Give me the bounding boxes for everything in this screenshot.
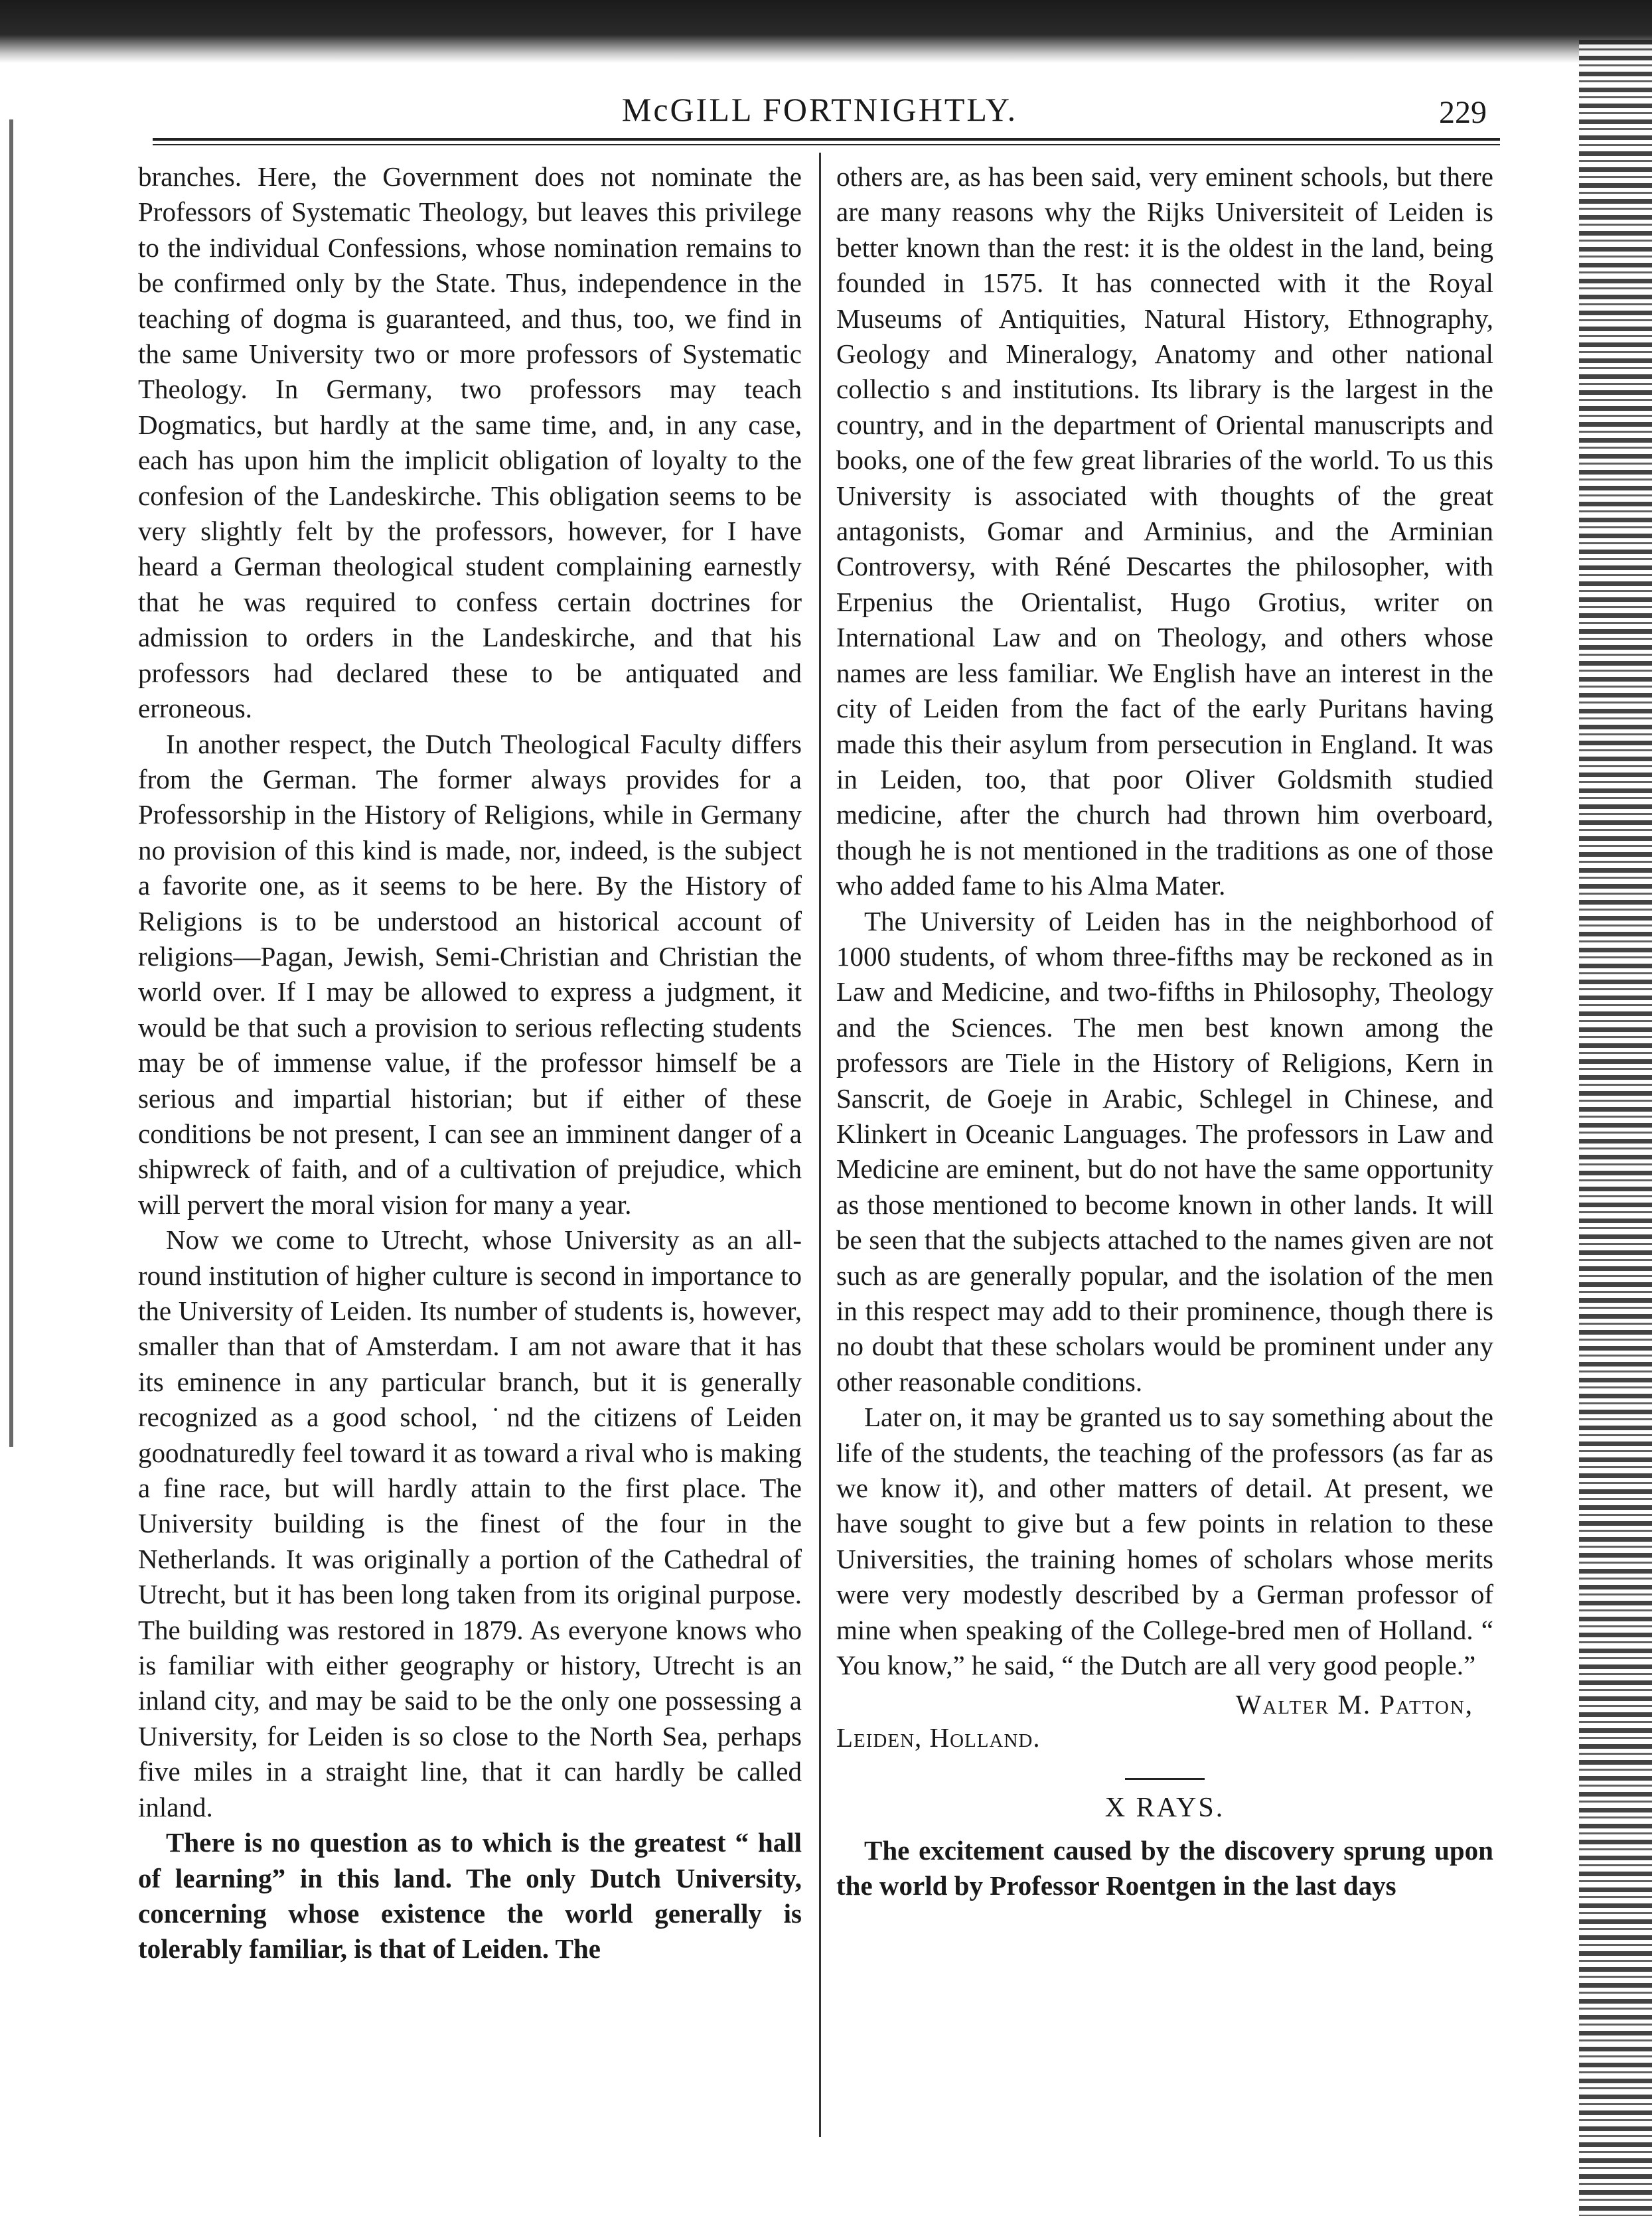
left-column xyxy=(138,159,802,1967)
column-divider xyxy=(819,153,821,2137)
author-signature: Walter M. Patton, xyxy=(1235,1689,1473,1720)
scanned-page-top-edge xyxy=(0,0,1652,63)
paragraph: There is no question as to which is the greatest “ hall of learning” in this land. The only Dutch University, concerning whose existence the world generally is tolerably familiar, is that of Leiden. The xyxy=(138,1827,802,1964)
paragraph: Now we come to Utrecht, whose University as an all-round institution of higher culture is second in importance to the University of Leiden. Its number of students is, however, smaller than that of Amsterdam. I am not aware that it has its eminence in any particular branch, but it is generally recognized as a good school, ˙nd the citizens of Leiden goodnaturedly feel toward it as toward a rival who is making a fine race, but will hardly attain to the first place. The University building is the finest of the four in the Netherlands. It was originally a portion of the Cathedral of Utrecht, but it has been long taken from its original purpose. The building was restored in 1879. As everyone knows who is familiar with either geography or history, Utrecht is an inland city, and may be said to be the only one possessing a University, for Leiden is so close to the North Sea, perhaps five miles in a straight line, that it can hardly be called inland. xyxy=(138,1224,802,1822)
paragraph: The University of Leiden has in the neighborhood of 1000 students, of whom three-fifths may be reckoned as in Law and Medicine, and two-fifths in Philosophy, Theology and the Sciences. The men best known among the professors are Tiele in the History of Religions, Kern in Sanscrit, de Goeje in Arabic, Schlegel in Chinese, and Klinkert in Oceanic Languages. The professors in Law and Medicine are eminent, but do not have the same opportunity as those mentioned to become known in other lands. It will be seen that the subjects attached to the names given are not such as are generally popular, and the isolation of the men in this respect may add to their prominence, though there is no doubt that these scholars would be prominent under any other reasonable conditions. xyxy=(836,905,1493,1397)
section-heading: X RAYS. xyxy=(1104,1793,1225,1824)
author-place: Leiden, Holland. xyxy=(836,1722,1041,1753)
paragraph: In another respect, the Dutch Theological Faculty differs from the German. The former always provides for a Professorship in the History of Religions, while in Germany no provision of this kind is made, nor, indeed, is the subject a favorite one, as it seems to be here. By the History of Religions is to be understood an historical account of religions—Pagan, Jewish, Semi-Christian and Christian the world over. If I may be allowed to express a judgment, it would be that such a provision to serious reflecting students may be of immense value, if the professor himself be a serious and impartial historian; but if either of these conditions be not present, I can see an imminent danger of a shipwreck of faith, and of a cultivation of prejudice, which will pervert the moral vision for many a year. xyxy=(138,728,802,1220)
header-rule xyxy=(153,138,1500,145)
running-title: McGILL FORTNIGHTLY. xyxy=(621,91,1018,128)
paragraph: branches. Here, the Government does not nominate the Professors of Systematic Theology, but leaves this privilege to the individual Confessions, whose nomination remains to be confirmed only by the State. Thus, independence in the teaching of dogma is guaranteed, and thus, too, we find in the same University two or more professors of Systematic Theology. In Germany, two professors may teach Dogmatics, but hardly at the same time, and, in any case, each has upon him the implicit obligation of loyalty to the confesion of the Landeskirche. This obligation seems to be very slightly felt by the professors, however, for I have heard a German theological student complaining earnestly that he was required to confess certain doctrines for admission to orders in the Landeskirche, and that his professors had declared these to be antiquated and erroneous. xyxy=(138,161,802,724)
paragraph: Later on, it may be granted us to say something about the life of the students, the teaching of the professors (as far as we know it), and other matters of detail. At present, we have sought to give but a few points in relation to these Universities, the training homes of scholars whose merits were very modestly described by a German professor of mine when speaking of the College-bred men of Holland. “ You know,” he said, “ the Dutch are all very good people.” xyxy=(836,1402,1493,1681)
scanned-page-right-edge xyxy=(1579,40,1652,2216)
scanned-page-left-edge xyxy=(9,119,13,1447)
section-separator xyxy=(1125,1778,1205,1780)
paragraph: The excitement caused by the discovery sprung upon the world by Professor Roentgen in the last days xyxy=(836,1834,1493,1901)
running-head xyxy=(133,85,1507,138)
paragraph: others are, as has been said, very eminent schools, but there are many reasons why the Rijks Universiteit of Leiden is better known than the rest: it is the oldest in the land, being founded in 1575. It has connected with it the Royal Museums of Antiquities, Natural History, Ethnography, Geology and Mineralogy, Anatomy and other national collectio s and institutions. Its library is the largest in the country, and in the department of Oriental manuscripts and books, one of the few great libraries of the world. To us this University is associated with thoughts of the great antagonists, Gomar and Arminius, and the Arminian Controversy, with Réné Descartes the philosopher, with Erpenius the Orientalist, Hugo Grotius, writer on International Law and on Theology, and others whose names are less familiar. We English have an interest in the city of Leiden from the fact of the early Puritans having made this their asylum from persecution in England. It was in Leiden, too, that poor Oliver Goldsmith studied medicine, after the church had thrown him overboard, though he is not mentioned in the traditions as one of those who added fame to his Alma Mater. xyxy=(836,161,1493,901)
right-column xyxy=(836,159,1493,1904)
page-number: 229 xyxy=(1439,95,1487,130)
